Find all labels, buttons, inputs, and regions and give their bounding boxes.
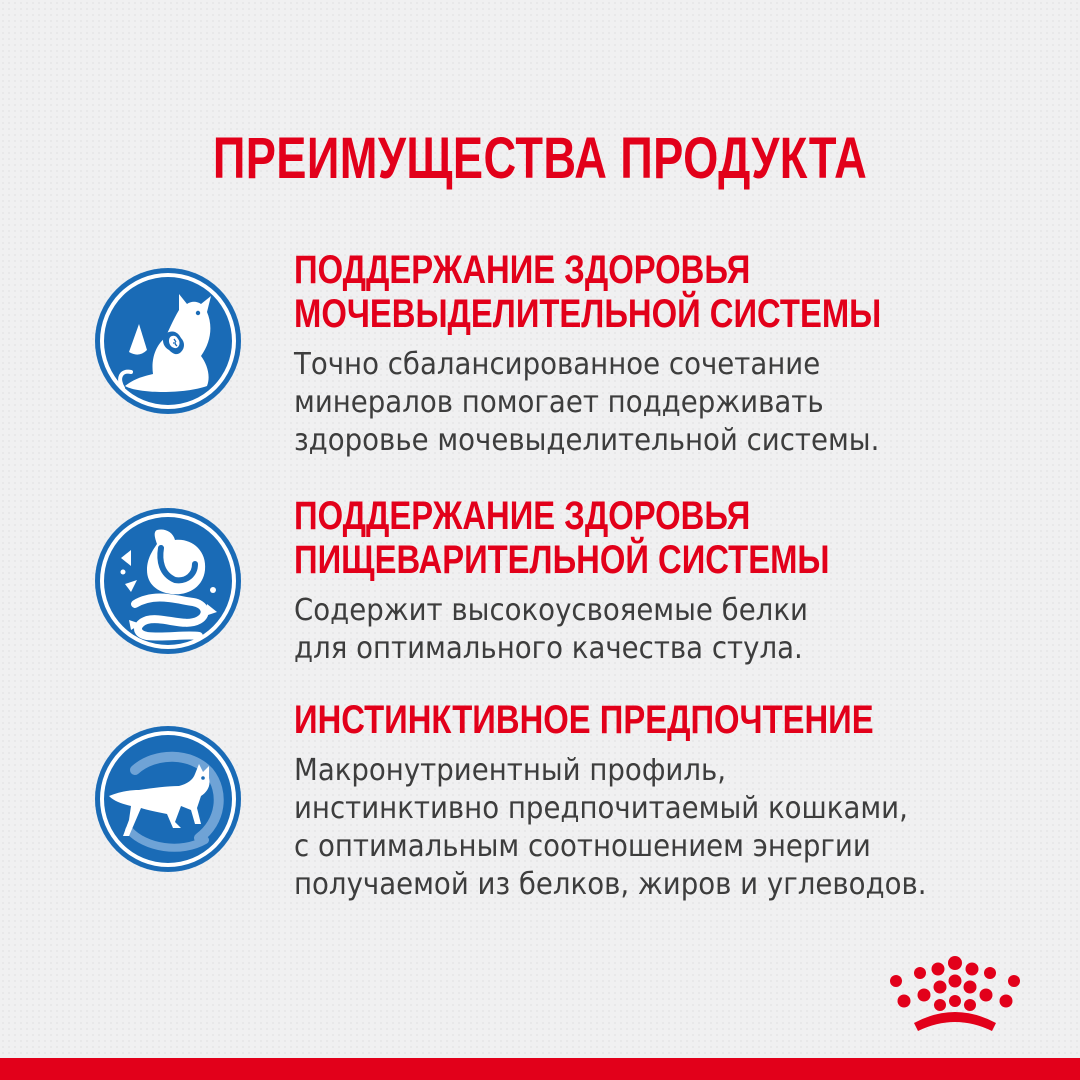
cat-kidney-icon: [95, 268, 241, 414]
digestive-system-icon: [95, 508, 241, 654]
benefit-description: Точно сбалансированное сочетание минералов помогает поддерживать здоровье мочевыделительной системы.: [294, 347, 880, 458]
benefit-description: Макронутриентный профиль, инстинктивно предпочитаемый кошками, с оптимальным соотношением энергии получаемой из белков, жиров и углеводов.: [294, 753, 927, 902]
benefit-title: ИНСТИНКТИВНОЕ ПРЕДПОЧТЕНИЕ: [294, 698, 874, 742]
cat-instinct-icon: [95, 726, 241, 872]
royal-canin-crown-logo: [880, 955, 1030, 1035]
page-title: ПРЕИМУЩЕСТВА ПРОДУКТА: [212, 126, 868, 191]
benefit-title: ПОДДЕРЖАНИЕ ЗДОРОВЬЯ ПИЩЕВАРИТЕЛЬНОЙ СИСТЕМЫ: [294, 494, 830, 582]
benefit-description: Содержит высокоусвояемые белки для оптимального качества стула.: [294, 593, 808, 666]
benefit-title: ПОДДЕРЖАНИЕ ЗДОРОВЬЯ МОЧЕВЫДЕЛИТЕЛЬНОЙ СИСТЕМЫ: [294, 248, 882, 336]
bottom-accent-bar: [0, 1058, 1080, 1080]
